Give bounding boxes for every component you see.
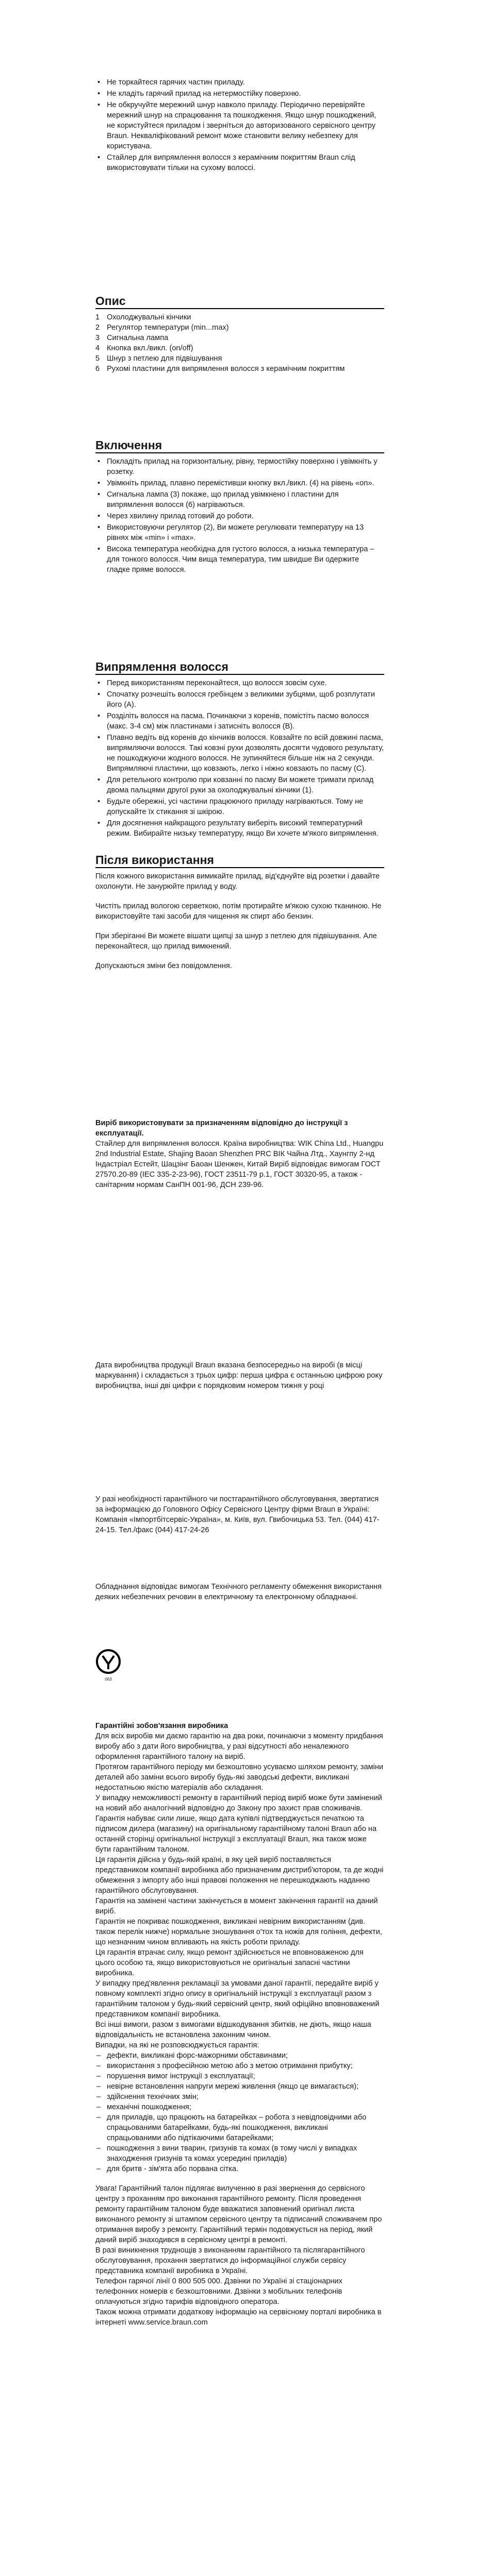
section-title: Включення: [95, 438, 162, 452]
step-item: • Висока температура необхідна для густого волосся, а низька температура – для тонкого волосся. Чим вища температура, тим швидше Ви одержите гладке пряме волосся.: [97, 545, 374, 574]
step-item: • Через хвилину прилад готовий до роботи.: [97, 512, 254, 520]
guarantee-paragraph: У випадку неможливості ремонту в гарантійний період виріб може бути замінений на новий або аналогічний відповідно до Закону про захист прав споживачів.: [95, 1794, 382, 1812]
section-rule: [95, 452, 384, 453]
guarantee-paragraph: Ця гарантія дійсна у будь-якій країні, в яку цей виріб поставляється представником компанії виробника або призначеним дистриб'ютором, та де жодні обмеження з імпорту або інші правові положення не перешкоджають наданню гарантійного обслуговування.: [95, 1856, 384, 1895]
exclusion-item: – дефекти, викликані форс-мажорними обставинами;: [96, 2052, 288, 2060]
exclusion-item: – використання з професійною метою або з метою отримання прибутку;: [96, 2062, 353, 2070]
step-item: • Для ретельного контролю при ковзанні по пасму Ви можете тримати прилад двома пальцями другої руки за охолоджувальні кінчики (1).: [97, 776, 374, 794]
guarantee-title: Гарантійні зобов'язання виробника: [95, 1722, 228, 1730]
section-title: Після використання: [95, 853, 214, 867]
section-rule: [95, 674, 384, 675]
part-item: 4 Кнопка вкл./викл. (on/off): [95, 344, 193, 352]
guarantee-closing: В разі виникнення труднощів з виконанням гарантійного та післягарантійного обслуговування, прохання звертатися до інформаційної служби сервісу представника компанії виробника в Україні.: [95, 2246, 365, 2275]
part-item: 6 Рухомі пластини для випрямлення волосся з керамічним покриттям: [95, 365, 345, 373]
part-item: 3 Сигнальна лампа: [95, 334, 169, 342]
section-rule: [95, 308, 384, 309]
part-item: 5 Шнур з петлею для підвішування: [95, 354, 222, 363]
safety-item: • Не обкручуйте мережний шнур навколо приладу. Періодично перевіряйте мережний шнур на спрацювання та пошкодження. Якщо шнур пошкоджений, не користуйтеся приладом і зверніться до авторизованого сервісного центру Braun. Некваліфікований ремонт може становити велику небезпеку для користувача.: [97, 101, 376, 150]
exclusion-item: – механічні пошкодження;: [96, 2103, 191, 2111]
exclusion-item: – невірне встановлення напруги мережі живлення (якщо це вимагається);: [96, 2082, 359, 2091]
straightening-list: [95, 678, 384, 839]
exclusion-item: – пошкодження з вини тварин, гризунів та комах (в тому числі у випадках знаходження гризунів та комах усередині приладів): [96, 2144, 357, 2163]
step-item: • Розділіть волосся на пасма. Починаючи з коренів, помістіть пасмо волосся (макс. 3-4 см) між пластинами і затисніть волосся (В).: [97, 712, 369, 731]
step-item: • Використовуючи регулятор (2), Ви можете регулювати температуру на 13 рівнях між «min» і «max».: [97, 523, 364, 542]
certification-mark-label: 063: [105, 1677, 112, 1682]
step-item: • Перед використанням переконайтеся, що волосся зовсім сухе.: [97, 679, 327, 687]
part-item: 1 Охолоджувальні кінчики: [95, 313, 191, 321]
exclusions-intro: Випадки, на які не розповсюджується гарантія:: [95, 2041, 259, 2049]
after-use-paragraph: Чистіть прилад вологою серветкою, потім протирайте м'якою сухою тканиною. Не використовуйте такі засоби для чищення як спирт або бензин.: [95, 902, 382, 921]
warranty-contact-text: У разі необхідності гарантійного чи постгарантійного обслуговування, звертатися за інформацією до Головного Офісу Сервісного Центру фірми Braun в Україні: Компанія «Імпортбітсервіс-Україна», м. Київ, вул. Гвибочицька 53. Тел. (044) 417-24-15. Тел./факс (044) 417-24-26: [95, 1495, 380, 1534]
safety-item: • Не торкайтеся гарячих частин приладу.: [97, 78, 245, 87]
step-item: • Плавно ведіть від коренів до кінчиків волосся. Ковзайте по всій довжині пасма, випрямляючи волосся. Такі ковзні рухи дозволять досягти чудового результату, не пошкоджуючи жодного волосся. Не зупиняйтеся більше ніж на 2 секунди. Випрямляючі пластини, що ковзають, легко і ніжно ковзають по пасму (С).: [97, 734, 384, 773]
safety-item: • Не кладіть гарячий прилад на нетермостійку поверхню.: [97, 90, 301, 98]
step-item: • Будьте обережні, усі частини працюючого приладу нагріваються. Тому не допускайте їх стикання зі шкірою.: [97, 798, 364, 816]
section-title: Випрямлення волосся: [95, 660, 228, 673]
description-section: [95, 294, 384, 374]
switching-on-list: [95, 456, 384, 575]
after-use-paragraph: При зберіганні Ви можете вішати щипці за шнур з петлею для підвішування. Але переконайтеся, що прилад вимкнений.: [95, 932, 377, 951]
safety-list: [95, 77, 384, 173]
safety-list-section: [95, 77, 384, 174]
guarantee-paragraph: Ця гарантія втрачає силу, якщо ремонт здійснюється не вповноваженою для цього особою та, якщо використовуються не оригінальні запасні частини виробника.: [95, 1948, 364, 1977]
switching-on-section: [95, 438, 384, 576]
production-date-section: [95, 1360, 384, 1391]
exclusion-item: – порушення вимог інструкції з експлуатації;: [96, 2072, 255, 2080]
manufacturer-heading: Виріб використовувати за призначенням відповідно до інструкції з експлуатації.: [95, 1119, 348, 1138]
step-item: • Сигнальна лампа (3) покаже, що прилад увімкнено і пластини для випрямлення волосся (6) нагріваються.: [97, 490, 339, 509]
production-date-text: Дата виробництва продукції Braun вказана безпосередньо на виробі (в місці маркування) і складається з трьох цифр: перша цифра є останньою цифрою року виробництва, інші дві цифри є порядковим номером тижня у році: [95, 1361, 383, 1390]
guarantee-paragraph: Для всіх виробів ми даємо гарантію на два роки, починаючи з моменту придбання виробу або з дати його виробництва, у разі відсутності або неналежного оформлення гарантійного талону на виріб.: [95, 1732, 383, 1761]
exclusions-list: [95, 2050, 384, 2174]
exclusion-item: – для бритв - зім'ята або порвана сітка.: [96, 2165, 239, 2173]
guarantee-paragraph: Всі інші вимоги, разом з вимогами відшкодування збитків, не діють, якщо наша відповідальність не встановлена законним чином.: [95, 2021, 371, 2039]
step-item: • Спочатку розчешіть волосся гребінцем з великими зубцями, щоб розплутати його (А).: [97, 690, 375, 709]
section-title: Опис: [95, 294, 126, 308]
after-use-section: [95, 853, 384, 971]
step-item: • Увімкніть прилад, плавно перемістивши кнопку вкл./викл. (4) на рівень «on».: [97, 479, 374, 487]
straightening-section: [95, 659, 384, 840]
guarantee-paragraph: Протягом гарантійного періоду ми безкоштовно усуваємо шляхом ремонту, заміни деталей або заміни всього виробу будь-які заводські дефекти, викликані недостатньою якістю матеріалів або складання.: [95, 1763, 384, 1792]
exclusion-item: – для приладів, що працюють на батарейках – робота з невідповідними або спрацьованими батарейками, будь-які пошкодження, викликані спрацьованими або підтікаючими батарейками;: [96, 2113, 367, 2142]
equipment-note-section: [95, 1582, 384, 1602]
manufacturer-text: Стайлер для випрямлення волосся. Країна виробництва: WIK China Ltd., Huangpu 2nd Industrial Estate, Shajing Baoan Shenzhen PRC ВІК Чайна Лтд., Хаунгпу 2-нд Індастріал Естейт, Шацзінг Баоан Шенжен, Китай Виріб відповідає вимогам ГОСТ 27570.20-89 (IEC 335-2-23-96), ГОСТ 23511-79 р.1, ГОСТ 30320-95, а також - санітарним нормам СанПН 001-96, ДСН 239-96.: [95, 1140, 384, 1189]
warranty-contact-section: [95, 1494, 384, 1535]
guarantee-paragraph: Гарантія набуває сили лише, якщо дата купівлі підтверджується печаткою та підписом дилера (магазину) на оригінальному гарантійному талоні Braun або на останній сторінці оригінальної інструкції з експлуатації Braun, яка також може бути гарантійним талоном.: [95, 1815, 377, 1854]
parts-list: [95, 312, 384, 374]
certification-mark: [95, 1649, 121, 1685]
guarantee-closing: Також можна отримати додаткову інформацію на сервісному порталі виробника в інтернеті www.service.braun.com: [95, 2308, 382, 2327]
guarantee-closing: Увага! Гарантійний талон підлягає вилученню в разі звернення до сервісного центру з проханням про виконання гарантійного ремонту. Після проведення ремонту гарантійним талоном буде вважатися заповнений оригінал листа виконаного ремонту зі штампом сервісного центру та підписаний споживачем про отримання виробу з ремонту. Гарантійний термін подовжується на період, який даний виріб знаходився в сервісному центрі в ремонті.: [95, 2184, 382, 2244]
ukrsepro-mark-icon: [95, 1649, 121, 1674]
step-item: • Для досягнення найкращого результату виберіть високий температурний режим. Вибирайте низьку температуру, якщо Ви хочете м'якого випрямлення.: [97, 819, 379, 838]
after-use-paragraph: Після кожного використання вимикайте прилад, від'єднуйте від розетки і давайте охолонути. Не занурюйте прилад у воду.: [95, 872, 380, 891]
exclusion-item: – здійснення технічних змін;: [96, 2093, 199, 2101]
guarantee-paragraph: У випадку пред'явлення рекламації за умовами даної гарантії, передайте виріб у повному комплекті згідно опису в оригінальній інструкції з експлуатації разом з гарантійним талоном у будь-який сервісний центр, який офіційно вповноважений представником компанії виробника.: [95, 1979, 380, 2019]
equipment-note-text: Обладнання відповідає вимогам Технічного регламенту обмеження використання деяких небезпечних речовин в електричному та електронному обладнанні.: [95, 1583, 382, 1601]
guarantee-section: [95, 1721, 384, 2328]
part-item: 2 Регулятор температури (min...max): [95, 324, 229, 332]
section-rule: [95, 867, 384, 868]
guarantee-paragraph: Гарантія не покриває пошкодження, викликані невірним використанням (див. також перелік нижче) нормальне зношування о'тох та ножів для гоління, дефекти, що незначним чином впливають на якість роботи приладу.: [95, 1918, 382, 1946]
guarantee-closing: Телефон гарячої лінії 0 800 505 000. Дзвінки по Україні зі стаціонарних телефонних номерів є безкоштовними. Дзвінки з мобільних телефонів оплачуються згідно тарифів відповідного оператора.: [95, 2277, 342, 2306]
after-use-paragraph: Допускаються зміни без повідомлення.: [95, 962, 232, 970]
guarantee-paragraph: Гарантія на замінені частини закінчується в момент закінчення гарантії на даний виріб.: [95, 1897, 378, 1916]
step-item: • Покладіть прилад на горизонтальну, рівну, термостійку поверхню і увімкніть у розетку.: [97, 457, 378, 476]
safety-item: • Стайлер для випрямлення волосся з керамічним покриттям Braun слід використовувати тільки на сухому волоссі.: [97, 154, 355, 172]
manufacturer-section: [95, 1118, 384, 1190]
